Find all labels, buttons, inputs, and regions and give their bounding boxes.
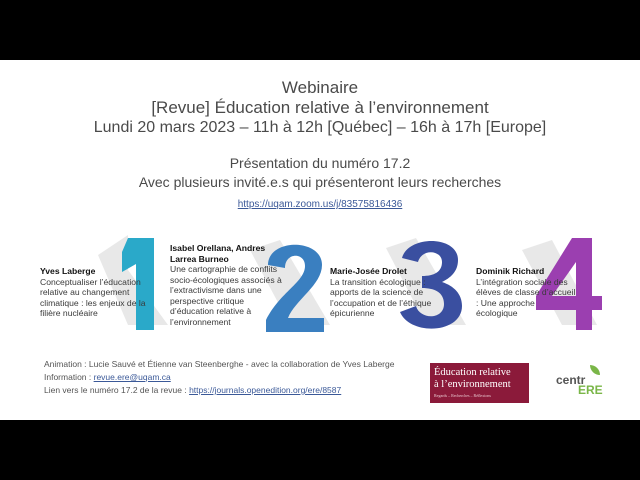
event-date: Lundi 20 mars 2023 – 11h à 12h [Québec] – 16h à 17h [Europe]: [93, 119, 547, 136]
webinar-label: Webinaire: [281, 78, 359, 97]
info-label: Information :: [44, 372, 94, 382]
slide: [0, 60, 640, 420]
speaker-1: [40, 266, 152, 319]
leaf-icon: [590, 365, 600, 375]
journal-logo-line1: Éducation relative: [434, 367, 511, 378]
journal-logo: [430, 363, 529, 403]
speaker-2: [170, 243, 282, 327]
speaker-3: [330, 266, 434, 319]
info-line: [44, 371, 394, 384]
speaker-4: [476, 266, 578, 319]
speaker-3-topic: La transition écologique : apports de la science de l’occupation et de l’éthique épicurienne: [330, 276, 432, 318]
issue-link-line: [44, 384, 394, 397]
journal-logo-line2: à l’environnement: [434, 379, 511, 390]
journal-logo-line3: Regards – Recherches – Réflexions: [434, 393, 491, 398]
issue-link[interactable]: https://journals.openedition.org/ere/8587: [189, 385, 342, 395]
centre-logo-text-1: centr: [556, 373, 586, 387]
title-block: [0, 78, 640, 138]
centre-logo-text-2: ERE: [578, 383, 603, 397]
speaker-1-name: Yves Laberge: [40, 266, 96, 276]
zoom-link[interactable]: https://uqam.zoom.us/j/83575816436: [237, 199, 403, 210]
guests-note: Avec plusieurs invité.e.s qui présenteront leurs recherches: [138, 174, 502, 190]
journal-title: [Revue] Éducation relative à l’environnement: [151, 98, 489, 117]
issue-presentation: Présentation du numéro 17.2: [229, 155, 411, 171]
subtitle-block: [0, 154, 640, 192]
issue-link-label: Lien vers le numéro 17.2 de la revue :: [44, 385, 190, 395]
speaker-1-topic: Conceptualiser l’éducation relative au changement climatique : les enjeux de la filière nucléaire: [40, 276, 146, 318]
footer: [44, 358, 394, 397]
animation-credits: Animation : Lucie Sauvé et Étienne van Steenberghe - avec la collaboration de Yves Laberge: [44, 359, 395, 369]
speaker-2-topic: Une cartographie de conflits socio-écologiques associés à l’extractivisme dans une perspective critique d’éducation relative à l’environnement: [170, 264, 282, 327]
speaker-3-name: Marie-Josée Drolet: [330, 266, 407, 276]
centre-ere-logo: [556, 363, 606, 399]
speaker-2-name: Isabel Orellana, Andres Larrea Burneo: [170, 243, 266, 264]
speaker-4-topic: L’intégration sociale des élèves de classe d’accueil : Une approche écologique: [476, 276, 576, 318]
speaker-4-name: Dominik Richard: [476, 266, 545, 276]
info-email-link[interactable]: revue.ere@uqam.ca: [93, 372, 171, 382]
